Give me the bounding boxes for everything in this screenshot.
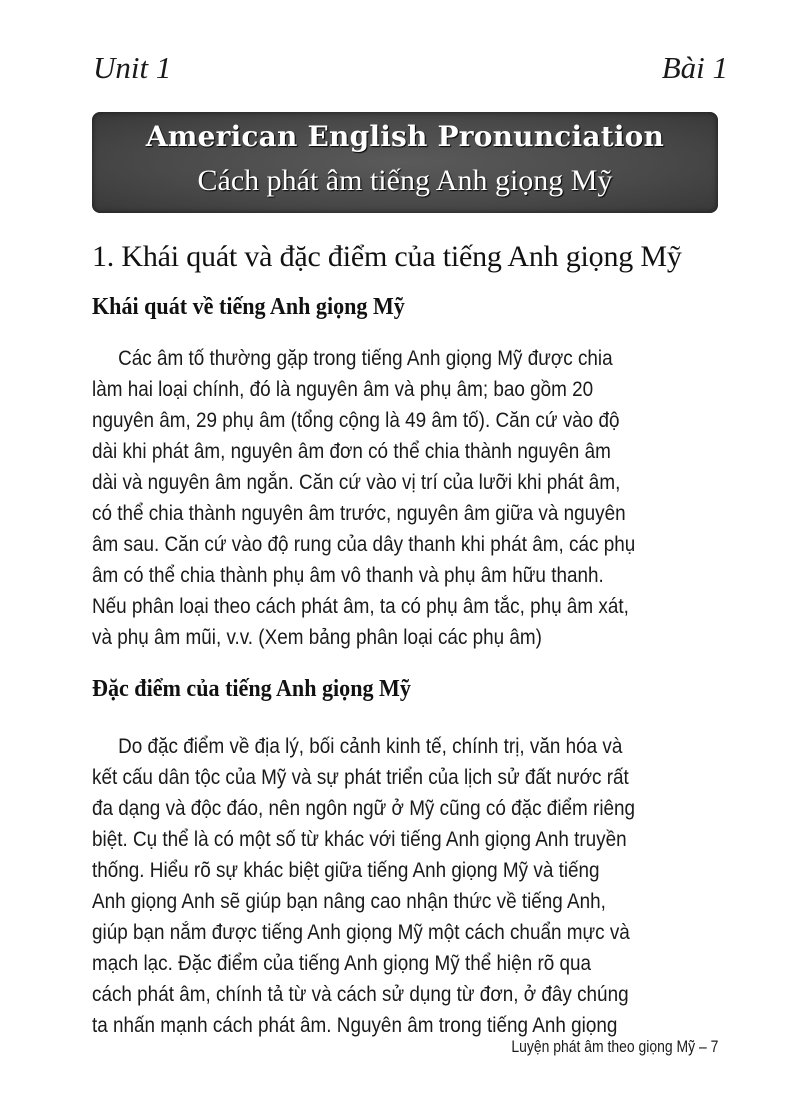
running-head-unit: Unit 1 (93, 50, 172, 85)
section-heading: 1. Khái quát và đặc điểm của tiếng Anh giọng Mỹ (92, 240, 682, 273)
text-line: âm sau. Căn cứ vào độ rung của dây thanh khi phát âm, các phụ (92, 533, 636, 556)
text-line: ta nhấn mạnh cách phát âm. Nguyên âm trong tiếng Anh giọng (92, 1014, 618, 1037)
text-line: kết cấu dân tộc của Mỹ và sự phát triển của lịch sử đất nước rất (92, 766, 629, 789)
text-line: thống. Hiểu rõ sự khác biệt giữa tiếng Anh giọng Mỹ và tiếng (92, 859, 600, 882)
text-line: biệt. Cụ thể là có một số từ khác với tiếng Anh giọng Anh truyền (92, 828, 627, 851)
banner-title: American English Pronunciation (145, 120, 665, 153)
subsection-heading-overview: Khái quát về tiếng Anh giọng Mỹ (92, 294, 405, 320)
text-line: dài và nguyên âm ngắn. Căn cứ vào vị trí của lưỡi khi phát âm, (92, 471, 621, 494)
paragraph-characteristics (92, 731, 732, 1041)
text-line: cách phát âm, chính tả từ và cách sử dụng từ đơn, ở đây chúng (92, 983, 629, 1006)
text-line: nguyên âm, 29 phụ âm (tổng cộng là 49 âm tố). Căn cứ vào độ (92, 409, 620, 432)
text-line: làm hai loại chính, đó là nguyên âm và phụ âm; bao gồm 20 (92, 378, 594, 401)
text-line: Anh giọng Anh sẽ giúp bạn nâng cao nhận thức về tiếng Anh, (92, 890, 606, 913)
running-head-lesson: Bài 1 (661, 50, 728, 85)
text-line: âm có thể chia thành phụ âm vô thanh và phụ âm hữu thanh. (92, 564, 604, 587)
text-line: có thể chia thành nguyên âm trước, nguyên âm giữa và nguyên (92, 502, 626, 525)
text-line: Do đặc điểm về địa lý, bối cảnh kinh tế, chính trị, văn hóa và (118, 735, 623, 758)
text-line: đa dạng và độc đáo, nên ngôn ngữ ở Mỹ cũng có đặc điểm riêng (92, 797, 636, 820)
text-line: dài khi phát âm, nguyên âm đơn có thể chia thành nguyên âm (92, 440, 611, 463)
text-line: mạch lạc. Đặc điểm của tiếng Anh giọng Mỹ thể hiện rõ qua (92, 952, 592, 975)
text-line: Nếu phân loại theo cách phát âm, ta có phụ âm tắc, phụ âm xát, (92, 595, 629, 618)
text-line: và phụ âm mũi, v.v. (Xem bảng phân loại các phụ âm) (92, 626, 542, 649)
paragraph-overview (92, 343, 732, 653)
text-line: giúp bạn nắm được tiếng Anh giọng Mỹ một cách chuẩn mực và (92, 921, 630, 944)
banner-subtitle: Cách phát âm tiếng Anh giọng Mỹ (197, 164, 613, 197)
chapter-title-banner (92, 112, 718, 213)
page-footer: Luyện phát âm theo giọng Mỹ – 7 (511, 1037, 718, 1056)
subsection-heading-characteristics: Đặc điểm của tiếng Anh giọng Mỹ (92, 676, 411, 702)
text-line: Các âm tố thường gặp trong tiếng Anh giọng Mỹ được chia (118, 347, 613, 370)
